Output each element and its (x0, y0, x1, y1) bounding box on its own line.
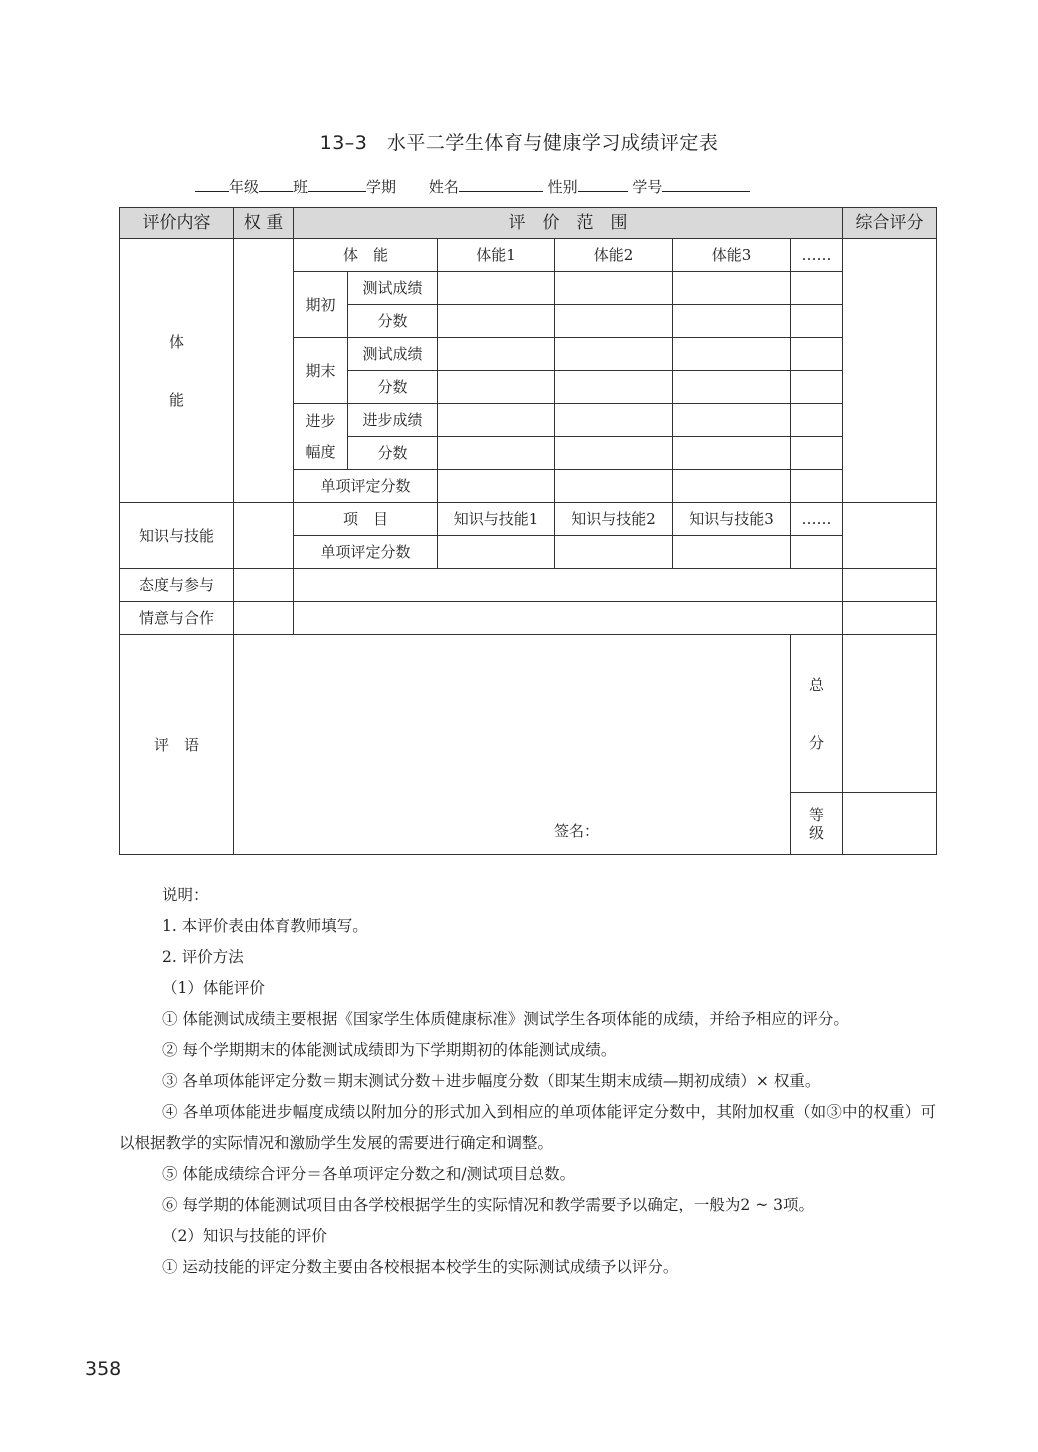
cell[interactable] (438, 272, 555, 305)
fitness-item-more: …… (791, 239, 843, 272)
test-score-label: 测试成绩 (348, 272, 438, 305)
cell[interactable] (438, 404, 555, 437)
table-header-row (120, 208, 937, 239)
cell[interactable] (843, 569, 937, 602)
name-label: 姓名 (428, 178, 459, 196)
cell[interactable] (673, 272, 791, 305)
comment-area[interactable] (234, 635, 791, 855)
cell[interactable] (791, 305, 843, 338)
header-weight: 权 重 (234, 208, 294, 239)
class-blank[interactable] (259, 175, 293, 192)
cell[interactable] (673, 371, 791, 404)
note-line: ① 运动技能的评定分数主要由各校根据本校学生的实际测试成绩予以评分。 (162, 1258, 679, 1276)
test-score-label: 测试成绩 (348, 338, 438, 371)
cell[interactable] (438, 536, 555, 569)
skills-overall-cell[interactable] (843, 503, 937, 569)
level-label: 等 级 (791, 793, 843, 855)
skills-weight-cell[interactable] (234, 503, 294, 569)
note-line: ⑥ 每学期的体能测试项目由各学校根据学生的实际情况和教学需要予以确定，一般为2 ~ 3项。 (162, 1196, 814, 1214)
attitude-range-cell[interactable] (294, 569, 843, 602)
note-line: （2）知识与技能的评价 (162, 1227, 327, 1245)
notes (119, 880, 936, 1283)
note-line: 1. 本评价表由体育教师填写。 (162, 917, 368, 935)
cell[interactable] (843, 602, 937, 635)
table-row (120, 602, 937, 635)
page-title: 13–3 水平二学生体育与健康学习成绩评定表 (319, 132, 719, 154)
cell[interactable] (234, 602, 294, 635)
single-score-label: 单项评定分数 (294, 470, 438, 503)
grade-blank[interactable] (195, 175, 229, 192)
level-cell[interactable] (843, 793, 937, 855)
attitude-label: 态度与参与 (120, 569, 234, 602)
cell[interactable] (438, 371, 555, 404)
student-no-blank[interactable] (662, 175, 750, 192)
signature-label: 签名： (554, 822, 600, 840)
note-line: ④ 各单项体能进步幅度成绩以附加分的形式加入到相应的单项体能评定分数中，其附加权重（如③中的权重）可以根据教学的实际情况和激励学生发展的需要进行确定和调整。 (119, 1103, 936, 1152)
note-line: 说明： (162, 886, 209, 904)
student-no-label: 学号 (632, 178, 663, 196)
cell[interactable] (791, 536, 843, 569)
fitness-weight-cell[interactable] (234, 239, 294, 503)
table-row (120, 503, 937, 536)
cell[interactable] (673, 338, 791, 371)
score-label: 分数 (348, 371, 438, 404)
table-row (120, 569, 937, 602)
cell[interactable] (555, 536, 673, 569)
table-row (120, 635, 937, 793)
progress-label: 进步 幅度 (294, 404, 348, 470)
header-content: 评价内容 (120, 208, 234, 239)
cell[interactable] (555, 338, 673, 371)
skills-item: 知识与技能1 (438, 503, 555, 536)
gender-label: 性别 (547, 178, 578, 196)
cell[interactable] (438, 305, 555, 338)
fitness-item: 体能3 (673, 239, 791, 272)
cell[interactable] (791, 371, 843, 404)
fitness-overall-cell[interactable] (843, 239, 937, 503)
skills-item-header: 项 目 (294, 503, 438, 536)
fitness-item: 体能2 (555, 239, 673, 272)
cell[interactable] (791, 404, 843, 437)
comment-label: 评 语 (120, 635, 234, 855)
skills-item: 知识与技能2 (555, 503, 673, 536)
emotion-label: 情意与合作 (120, 602, 234, 635)
cell[interactable] (791, 338, 843, 371)
emotion-range-cell[interactable] (294, 602, 843, 635)
evaluation-table (119, 207, 937, 855)
name-blank[interactable] (459, 175, 543, 192)
cell[interactable] (673, 305, 791, 338)
fitness-item: 体能1 (438, 239, 555, 272)
fitness-label: 体 能 (120, 239, 234, 503)
cell[interactable] (673, 536, 791, 569)
cell[interactable] (673, 470, 791, 503)
progress-score-label: 进步成绩 (348, 404, 438, 437)
fitness-item-header: 体 能 (294, 239, 438, 272)
term-blank[interactable] (308, 175, 366, 192)
class-label: 班 (293, 178, 309, 196)
grade-label: 年级 (229, 178, 260, 196)
header-range: 评 价 范 围 (294, 208, 843, 239)
cell[interactable] (555, 437, 673, 470)
note-line: （1）体能评价 (162, 979, 265, 997)
cell[interactable] (438, 338, 555, 371)
gender-blank[interactable] (578, 175, 628, 192)
cell[interactable] (234, 569, 294, 602)
cell[interactable] (555, 272, 673, 305)
cell[interactable] (438, 437, 555, 470)
note-line: ② 每个学期期末的体能测试成绩即为下学期期初的体能测试成绩。 (162, 1041, 617, 1059)
single-score-label: 单项评定分数 (294, 536, 438, 569)
end-label: 期末 (294, 338, 348, 404)
cell[interactable] (791, 272, 843, 305)
header-overall: 综合评分 (843, 208, 937, 239)
term-label: 学期 (366, 178, 397, 196)
skills-item: 知识与技能3 (673, 503, 791, 536)
total-cell[interactable] (843, 635, 937, 793)
total-label: 总 分 (791, 635, 843, 793)
table-row (120, 239, 937, 272)
score-label: 分数 (348, 437, 438, 470)
cell[interactable] (673, 437, 791, 470)
score-label: 分数 (348, 305, 438, 338)
start-label: 期初 (294, 272, 348, 338)
note-line: ③ 各单项体能评定分数＝期末测试分数＋进步幅度分数（即某生期末成绩—期初成绩）× 权重。 (162, 1072, 821, 1090)
skills-item-more: …… (791, 503, 843, 536)
cell[interactable] (438, 470, 555, 503)
cell[interactable] (791, 470, 843, 503)
cell[interactable] (673, 404, 791, 437)
cell[interactable] (555, 470, 673, 503)
skills-label: 知识与技能 (120, 503, 234, 569)
cell[interactable] (555, 371, 673, 404)
student-info-line (195, 175, 750, 197)
page-number: 358 (85, 1358, 122, 1380)
cell[interactable] (555, 404, 673, 437)
cell[interactable] (555, 305, 673, 338)
note-line: ⑤ 体能成绩综合评分＝各单项评定分数之和/测试项目总数。 (162, 1165, 576, 1183)
note-line: 2. 评价方法 (162, 948, 244, 966)
note-line: ① 体能测试成绩主要根据《国家学生体质健康标准》测试学生各项体能的成绩，并给予相应的评分。 (162, 1010, 849, 1028)
cell[interactable] (791, 437, 843, 470)
